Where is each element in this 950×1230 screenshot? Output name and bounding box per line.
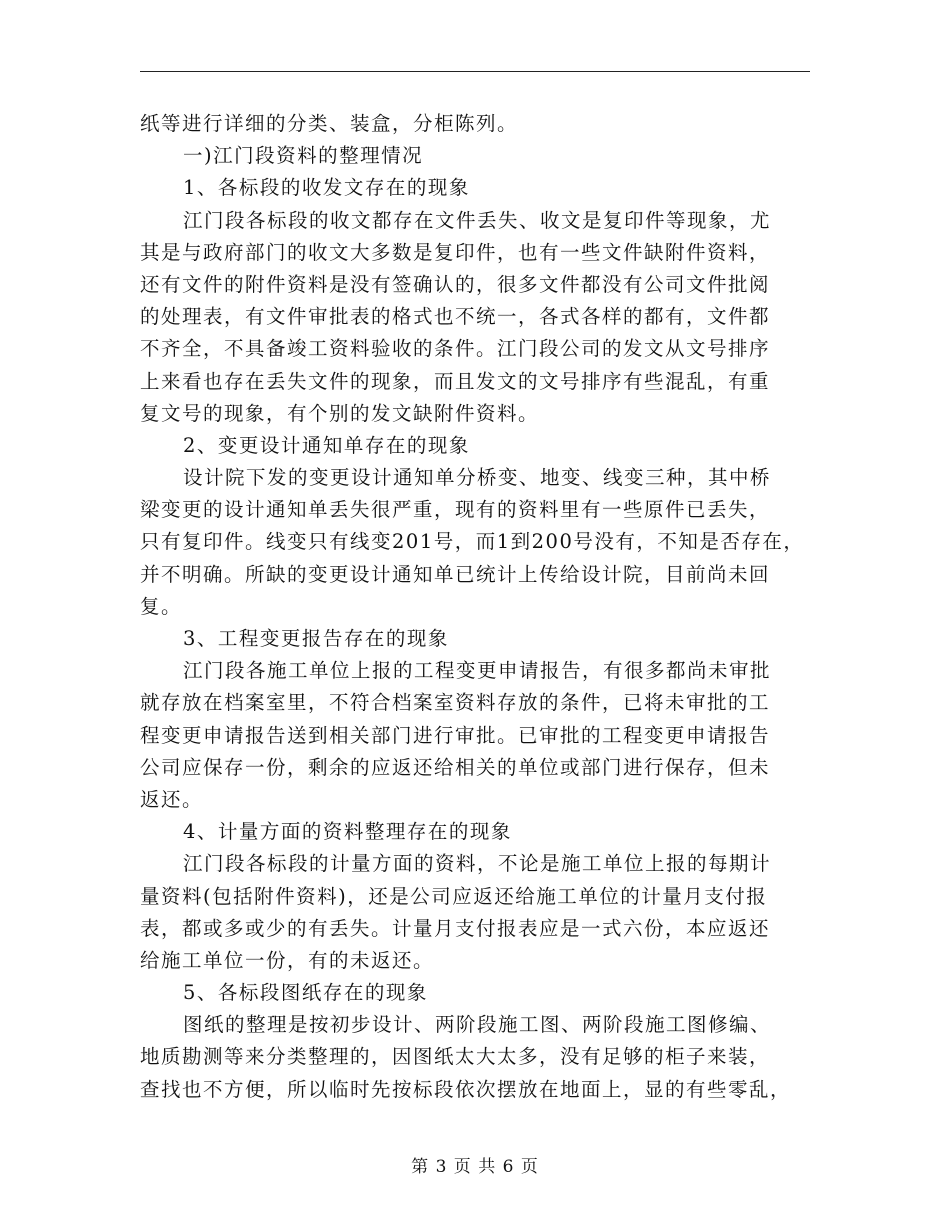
document-body: [140, 108, 815, 1106]
text-line: 返还。: [140, 787, 204, 811]
text-line: 江门段各施工单位上报的工程变更申请报告，有很多都尚未审批: [183, 659, 772, 683]
text-line: 图纸的整理是按初步设计、两阶段施工图、两阶段施工图修编、: [183, 1013, 772, 1037]
text-line: 量资料(包括附件资料)，还是公司应返还给施工单位的计量月支付报: [140, 884, 768, 908]
text-line: 梁变更的设计通知单丢失很严重，现有的资料里有一些原件已丢失，: [140, 498, 771, 522]
header-rule: [140, 71, 810, 72]
text-line: 的处理表，有文件审批表的格式也不统一，各式各样的都有，文件都: [140, 305, 771, 329]
text-line: 地质勘测等来分类整理的，因图纸太大太多，没有足够的柜子来装，: [140, 1045, 771, 1069]
text-line: 4、计量方面的资料整理存在的现象: [183, 820, 512, 844]
text-line: 复文号的现象，有个别的发文缺附件资料。: [140, 401, 540, 425]
page-footer: 第 3 页 共 6 页: [411, 1157, 539, 1177]
text-line: 3、工程变更报告存在的现象: [183, 627, 449, 650]
text-line: 表，都或多或少的有丢失。计量月支付报表应是一式六份，本应返还: [140, 916, 771, 940]
text-line: 只有复印件。线变只有线变201号，而1到200号没有，不知是否存在，: [140, 530, 805, 554]
text-line: 给施工单位一份，有的未返还。: [140, 948, 435, 972]
text-line: 江门段各标段的收文都存在文件丢失、收文是复印件等现象，尤: [183, 208, 772, 232]
text-line: 上来看也存在丢失文件的现象，而且发文的文号排序有些混乱，有重: [140, 369, 771, 393]
text-line: 还有文件的附件资料是没有签确认的，很多文件都没有公司文件批阅: [140, 272, 771, 296]
text-line: 复。: [140, 594, 183, 618]
text-line: 公司应保存一份，剩余的应返还给相关的单位或部门进行保存，但未: [140, 755, 771, 779]
text-line: 查找也不方便，所以临时先按标段依次摆放在地面上，显的有些零乱，: [140, 1077, 792, 1101]
text-line: 并不明确。所缺的变更设计通知单已统计上传给设计院，目前尚未回: [140, 562, 771, 586]
text-line: 纸等进行详细的分类、装盒，分柜陈列。: [140, 112, 519, 135]
text-line: 江门段各标段的计量方面的资料，不论是施工单位上报的每期计: [183, 852, 772, 876]
text-line: 1、各标段的收发文存在的现象: [183, 176, 470, 200]
text-line: 5、各标段图纸存在的现象: [183, 981, 428, 1005]
text-line: 程变更申请报告送到相关部门进行审批。已审批的工程变更申请报告: [140, 723, 771, 747]
text-line: 一)江门段资料的整理情况: [183, 144, 424, 168]
text-line: 2、变更设计通知单存在的现象: [183, 433, 470, 457]
text-line: 不齐全，不具备竣工资料验收的条件。江门段公司的发文从文号排序: [140, 337, 771, 361]
text-line: 设计院下发的变更设计通知单分桥变、地变、线变三种，其中桥: [183, 466, 772, 490]
text-line: 其是与政府部门的收文大多数是复印件，也有一些文件缺附件资料，: [140, 240, 771, 264]
text-line: 就存放在档案室里，不符合档案室资料存放的条件，已将未审批的工: [140, 691, 771, 715]
